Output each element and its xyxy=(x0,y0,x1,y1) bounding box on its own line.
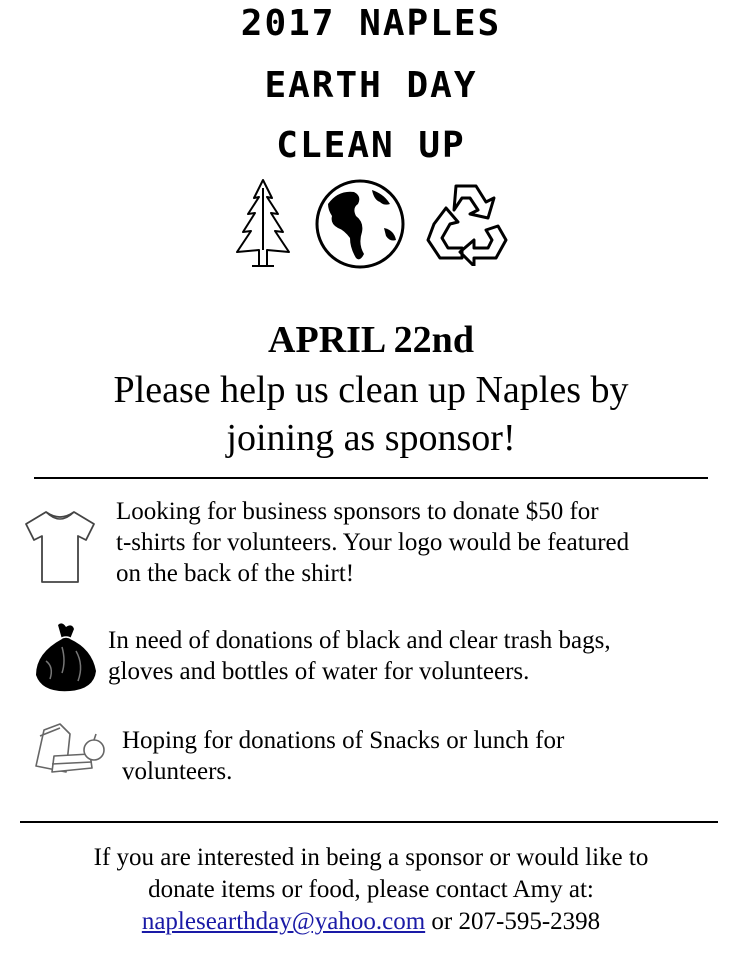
globe-icon xyxy=(314,178,406,270)
t-shirt-icon xyxy=(22,508,98,586)
trash-bag-icon xyxy=(32,621,102,693)
contact-separator: or xyxy=(425,908,459,935)
lunch-icon xyxy=(30,716,108,780)
sponsor-item-supplies xyxy=(108,625,728,687)
item-line: In need of donations of black and clear trash bags, xyxy=(108,627,611,654)
contact-line-3 xyxy=(0,906,742,938)
email-link[interactable]: naplesearthday@yahoo.com xyxy=(141,908,426,935)
title-line-3: CLEAN UP xyxy=(276,125,466,166)
recycle-icon xyxy=(424,178,508,266)
earth-day-icons xyxy=(0,178,742,270)
title-line-2: EARTH DAY xyxy=(264,65,478,106)
tree-icon xyxy=(232,178,294,270)
contact-line-1: If you are interested in being a sponsor or would like to xyxy=(93,844,649,871)
item-line: volunteers. xyxy=(122,758,233,785)
phone-number: 207-595-2398 xyxy=(458,908,601,935)
divider-bottom xyxy=(20,821,718,823)
event-date: APRIL 22nd xyxy=(268,319,474,361)
item-line: on the back of the shirt! xyxy=(116,560,355,587)
sponsor-appeal xyxy=(0,366,742,462)
title-line-1: 2017 NAPLES xyxy=(240,3,502,44)
divider-top xyxy=(34,477,708,479)
appeal-line-2: joining as sponsor! xyxy=(226,417,516,459)
item-line: Hoping for donations of Snacks or lunch for xyxy=(122,727,565,754)
item-line: gloves and bottles of water for volunteers. xyxy=(108,658,530,685)
contact-line-2: donate items or food, please contact Amy at: xyxy=(148,876,594,903)
sponsor-item-tshirts xyxy=(116,496,736,589)
item-line: t-shirts for volunteers. Your logo would be featured xyxy=(116,529,630,556)
appeal-line-1: Please help us clean up Naples by xyxy=(113,369,629,411)
sponsor-item-snacks xyxy=(122,725,722,787)
contact-section xyxy=(0,842,742,938)
item-line: Looking for business sponsors to donate $50 for xyxy=(116,498,599,525)
